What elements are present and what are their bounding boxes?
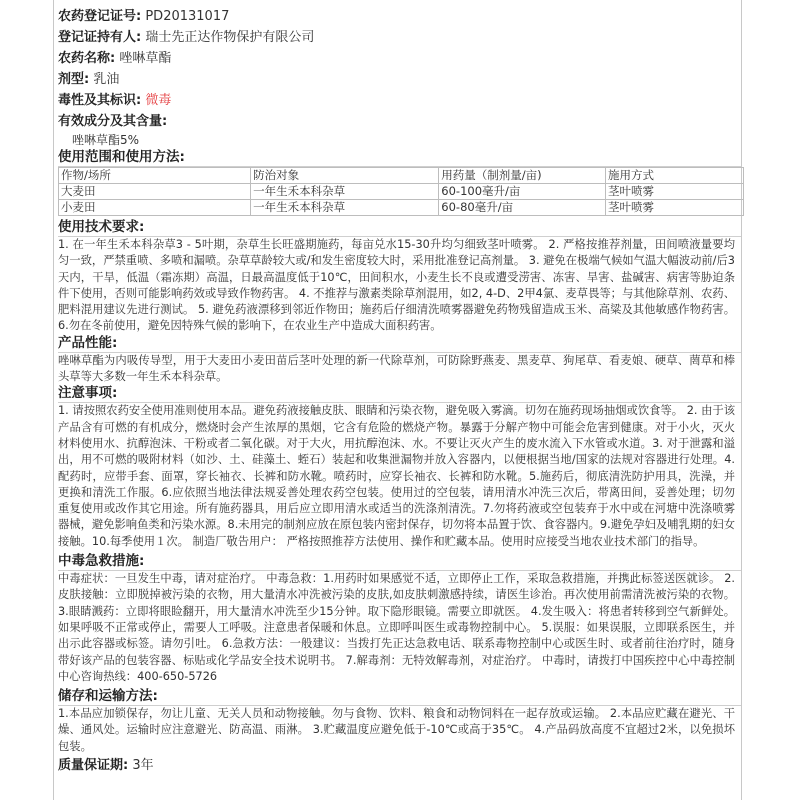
- tech-requirements-heading: 使用技术要求:: [58, 219, 741, 237]
- usage-cell-target: 一年生禾本科杂草: [251, 200, 439, 216]
- formulation-label: 剂型:: [58, 72, 90, 87]
- table-row: [59, 184, 744, 200]
- registration-number-value: PD20131017: [145, 9, 230, 24]
- usage-cell-target: 一年生禾本科杂草: [251, 184, 439, 200]
- warranty-label: 质量保证期:: [58, 758, 129, 774]
- notes-text: 1. 请按照农药安全使用准则使用本品。避免药液接触皮肤、眼睛和污染衣物，避免吸入雾滴。切勿在施药现场抽烟或饮食等。 2. 由于该产品含有可燃的有机成分，燃烧时会产生浓厚的黑烟，它含有危险的燃烧产物。暴露于分解产物中可能会危害到健康。对于小火，灭火材料使用水、抗醇泡沫、干粉或者二氧化碳。对于大火，用抗醇泡沫、水。不要让灭火产生的废水流入下水管或水道。3. 对于泄露和溢出，用不可燃的吸附材料（如沙、土、硅藻土、蛭石）装起和收集泄漏物并放入容器内，以便根据当地/国家的法规对容器进行处理。4.配药时，应带手套、面罩，穿长袖衣、长裤和防水靴。喷药时，应穿长袖衣、长裤和防水靴。5.施药后，彻底清洗防护用具，洗澡，并更换和清洗工作服。6.应依照当地法律法规妥善处理农药空包装。使用过的空包装，请用清水冲洗三次后，带离田间，妥善处理；切勿重复使用或改作其它用途。所有施药器具，用后应立即用清水或适当的洗涤剂清洗。7.勿将药液或空包装弃于水中或在河塘中洗涤喷雾器械，避免影响鱼类和污染水源。8.未用完的制剂应放在原包装内密封保存，切勿将本品置于饮、食容器内。9.避免孕妇及哺乳期的妇女接触。10.每季使用１次。 制造厂敬告用户： 严格按照推荐方法使用、操作和贮藏本品。使用时应接受当地农业技术部门的指导。: [58, 404, 735, 548]
- product-name-label: 农药名称:: [58, 51, 116, 66]
- usage-heading: 使用范围和使用方法:: [58, 149, 741, 167]
- formulation-row: [58, 69, 741, 90]
- table-row: [59, 200, 744, 216]
- usage-cell-method: 茎叶喷雾: [605, 200, 743, 216]
- first-aid-text: 中毒症状：一旦发生中毒，请对症治疗。 中毒急救：1.用药时如果感觉不适，立即停止工作，采取急救措施，并携此标签送医就诊。 2.皮肤接触：立即脱掉被污染的衣物，用大量清水冲洗被污染的皮肤,如皮肤刺激感持续，请医生诊治。再次使用前需清洗被污染的衣物。 3.眼睛溅药：立即将眼睑翻开，用大量清水冲洗至少15分钟。取下隐形眼镜。需要立即就医。 4.发生吸入：将患者转移到空气新鲜处。如果呼吸不正常或停止，需要人工呼吸。注意患者保暖和休息。立即呼叫医生或毒物控制中心。 5.误服：如果误服，立即联系医生，并出示此容器或标签。请勿引吐。 6.急救方法：一般建议：当拨打先正达急救电话、联系毒物控制中心或医生时、或者前往治疗时，随身带好该产品的包装容器、标贴或化学品安全技术说明书。 7.解毒剂：无特效解毒剂，对症治疗。 中毒时，请拨打中国疾控中心中毒控制中心咨询热线：400-650-5726: [58, 572, 735, 683]
- usage-cell-crop: 小麦田: [59, 200, 251, 216]
- performance-heading: 产品性能:: [58, 335, 741, 353]
- product-name-row: [58, 48, 741, 69]
- ingredient-value: 唑啉草酯5%: [72, 133, 140, 147]
- performance-text: 唑啉草酯为内吸传导型，用于大麦田小麦田苗后茎叶处理的新一代除草剂，可防除野燕麦、黑麦草、狗尾草、看麦娘、硬草、菵草和棒头草等大多数一年生禾本科杂草。: [58, 353, 735, 384]
- toxicity-value: 微毒: [145, 93, 172, 108]
- ingredient-label: 有效成分及其含量:: [58, 114, 168, 129]
- usage-cell-method: 茎叶喷雾: [605, 184, 743, 200]
- warranty-row: [58, 755, 741, 776]
- holder-value: 瑞士先正达作物保护有限公司: [145, 30, 315, 45]
- registration-number-row: [58, 6, 741, 27]
- ingredient-heading-row: [58, 111, 741, 132]
- usage-header-method: 施用方式: [605, 168, 743, 184]
- usage-header-target: 防治对象: [251, 168, 439, 184]
- notes-heading: 注意事项:: [58, 385, 741, 403]
- product-name-value: 唑啉草酯: [119, 51, 172, 66]
- tech-requirements-text: 1. 在一年生禾本科杂草3 - 5叶期，杂草生长旺盛期施药，每亩兑水15-30升均匀细致茎叶喷雾。 2. 严格按推荐剂量，田间喷液量要均匀一致，严禁重喷、多喷和漏喷。杂草草龄较大或/和发生密度较大时，采用批准登记高剂量。 3. 避免在极端气候如气温大幅波动前/后3天内，干旱，低温（霜冻期）高温，日最高温度低于10℃，田间积水，小麦生长不良或遭受涝害、冻害、旱害、盐碱害、病害等胁迫条件下使用，否则可能影响药效或导致作物药害。 4. 不推荐与激素类除草剂混用，如2, 4-D、2甲4氯、麦草畏等；与其他除草剂、农药、肥料混用建议先进行测试。 5. 避免药液漂移到邻近作物田；施药后仔细清洗喷雾器避免药物残留造成玉米、高粱及其他敏感作物药害。 6.勿在冬前使用，避免因特殊气候的影响下，在农业生产中造成大面积药害。: [58, 238, 735, 333]
- usage-cell-crop: 大麦田: [59, 184, 251, 200]
- usage-header-crop: 作物/场所: [59, 168, 251, 184]
- first-aid-heading: 中毒急救措施:: [58, 553, 741, 571]
- usage-table: [58, 167, 744, 216]
- storage-text: 1.本品应加锁保存，勿让儿童、无关人员和动物接触。勿与食物、饮料、粮食和动物饲料在一起存放或运输。 2.本品应贮藏在避光、干燥、通风处。运输时应注意避光、防高温、雨淋。 3.贮藏温度应避免低于-10℃或高于35℃。 4.产品码放高度不宜超过2米，以免损坏包装。: [58, 707, 735, 753]
- usage-header-dosage: 用药量（制剂量/亩): [439, 168, 606, 184]
- toxicity-label: 毒性及其标识:: [58, 93, 142, 108]
- holder-label: 登记证持有人:: [58, 30, 142, 45]
- warranty-value: 3年: [132, 758, 154, 774]
- storage-heading: 储存和运输方法:: [58, 688, 741, 706]
- usage-cell-dosage: 60-100毫升/亩: [439, 184, 606, 200]
- registration-number-label: 农药登记证号:: [58, 9, 142, 24]
- usage-cell-dosage: 60-80毫升/亩: [439, 200, 606, 216]
- toxicity-row: [58, 90, 741, 111]
- label-document: [53, 0, 742, 800]
- holder-row: [58, 27, 741, 48]
- formulation-value: 乳油: [93, 72, 120, 87]
- usage-table-header-row: [59, 168, 744, 184]
